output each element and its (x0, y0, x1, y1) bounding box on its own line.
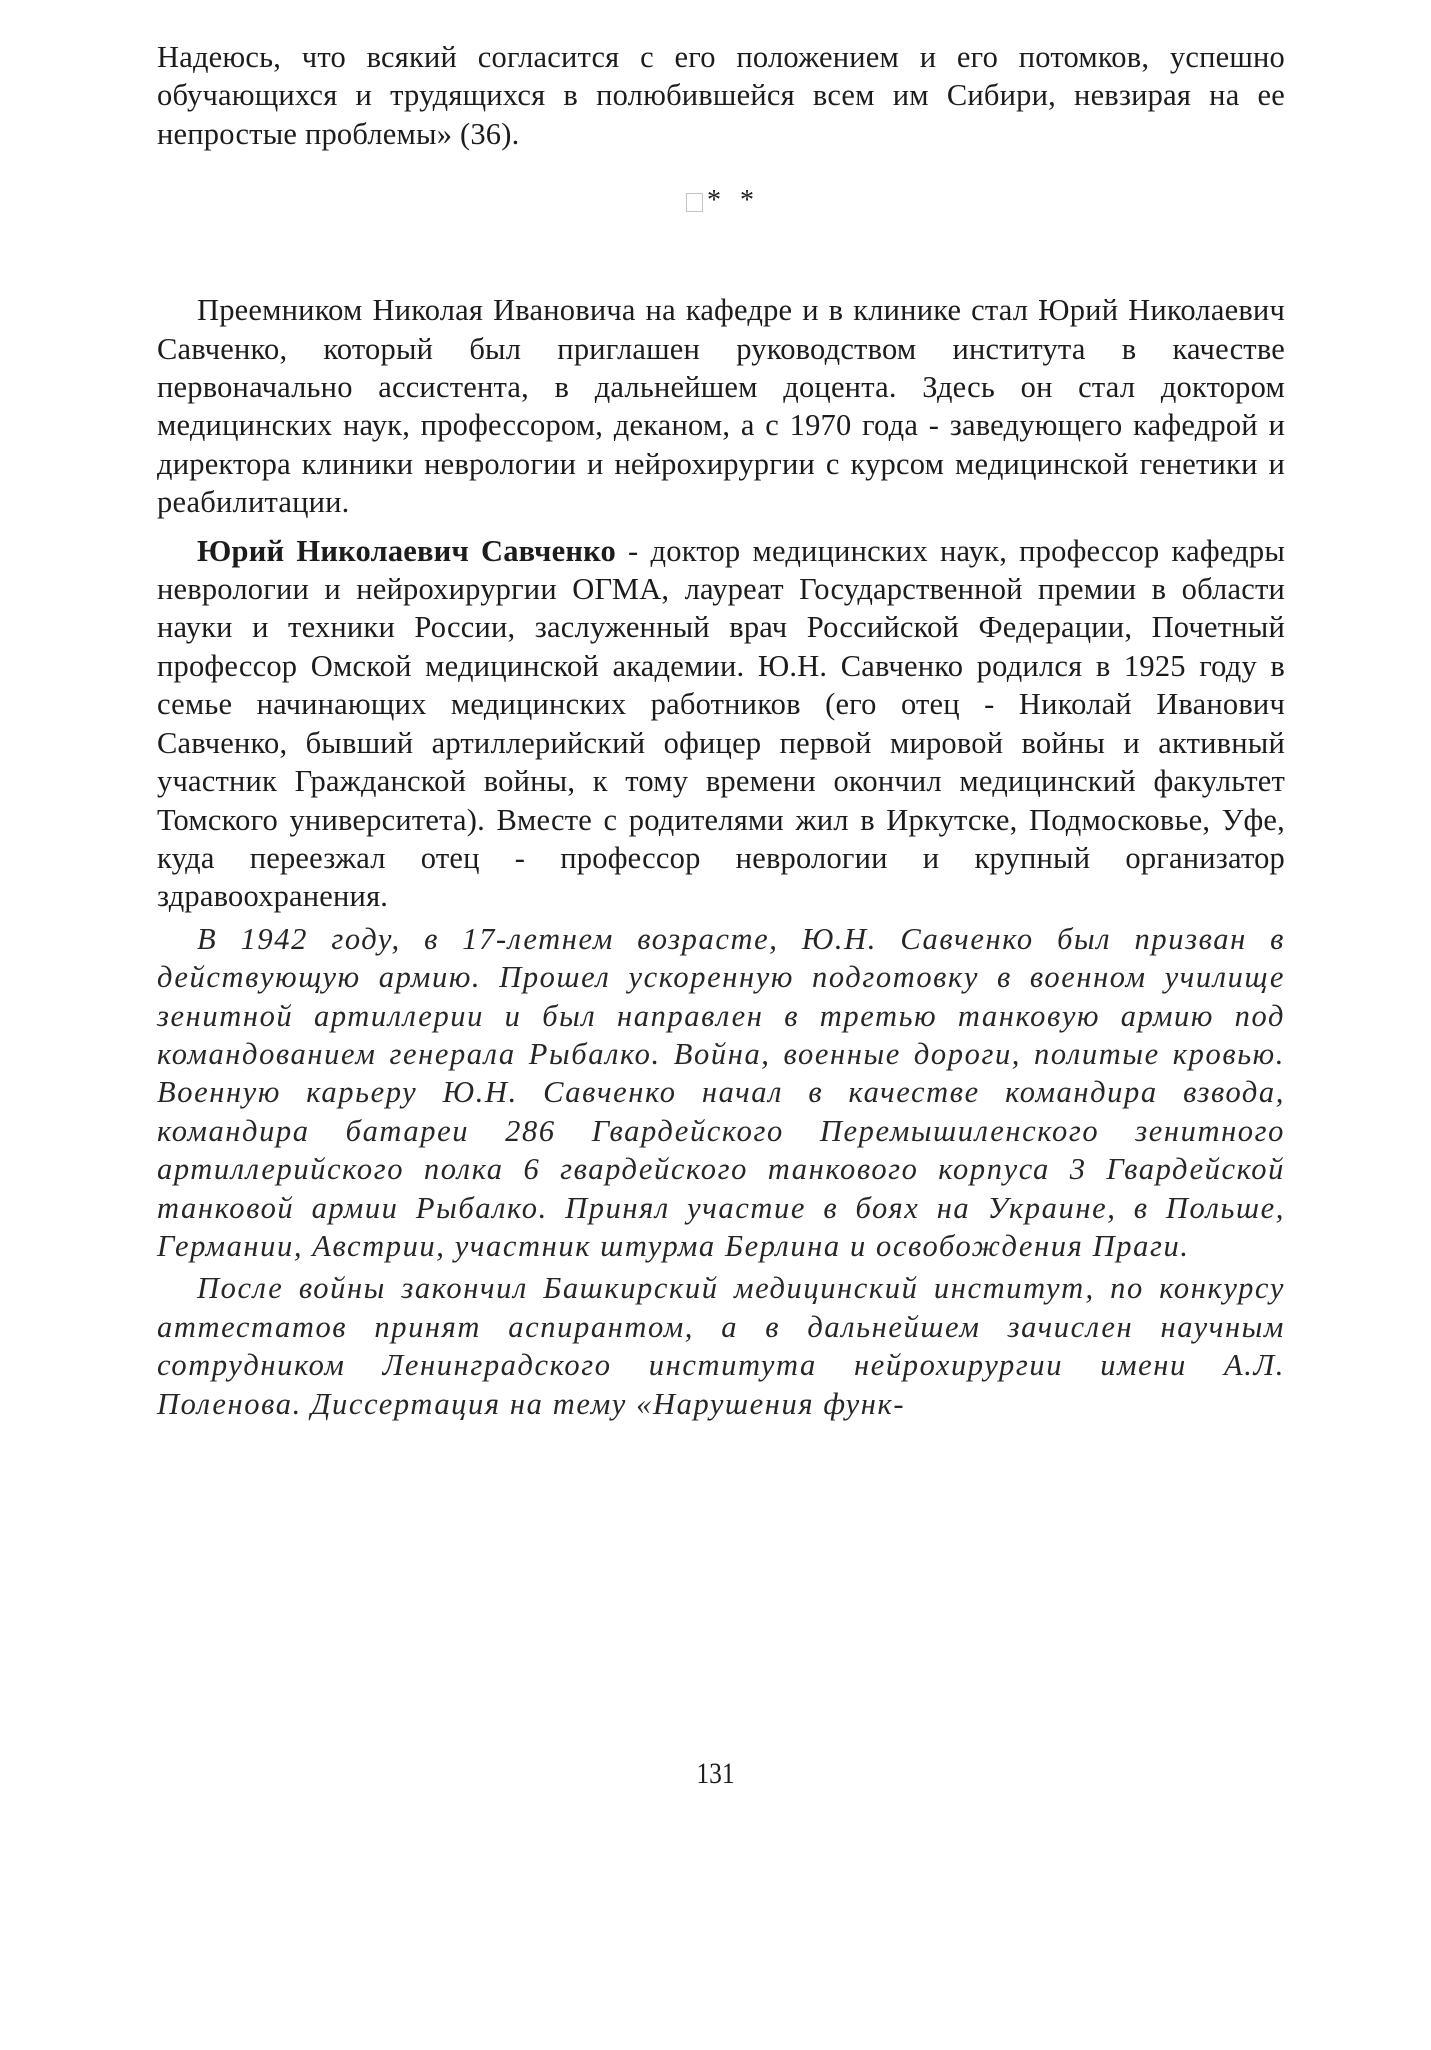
war-service-paragraph: В 1942 году, в 17-летнем возрасте, Ю.Н. Савченко был призван в действующую армию. Прошел ускоренную подготовку в военном училище зенитной артиллерии и был направлен в третью танковую армию под командованием генерала Рыбалко. Война, военные дороги, политые кровью. Военную карьеру Ю.Н. Савченко начал в качестве командира взвода, командира батареи 286 Гвардейского Перемышиленского зенитного артиллерийского полка 6 гвардейского танкового корпуса 3 Гвардейской танковой армии Рыбалко. Принял участие в боях на Украине, в Польше, Германии, Австрии, участник штурма Берлина и освобождения Праги. (157, 921, 1285, 1263)
separator-box-mark (686, 193, 703, 212)
biography-paragraph (157, 532, 1285, 916)
postwar-paragraph: После войны закончил Башкирский медицинский институт, по конкурсу аттестатов принят аспирантом, а в дальнейшем зачислен научным сотрудником Ленинградского института нейрохирургии имени А.Л. Поленова. Диссертация на тему «Нарушения функ- (157, 1271, 1285, 1421)
biography-text: - доктор медицинских наук, профессор кафедры неврологии и нейрохирургии ОГМА, лауреат Государственной премии в области науки и техники России, заслуженный врач Российской Федерации, Почетный профессор Омской медицинской академии. Ю.Н. Савченко родился в 1925 году в семье начинающих медицинских работников (его отец - Николай Иванович Савченко, бывший артиллерийский офицер первой мировой войны и активный участник Гражданской войны, к тому времени окончил медицинский факультет Томского университета). Вместе с родителями жил в Иркутске, Подмосковье, Уфе, куда переезжал отец - профессор неврологии и крупный организатор здравоохранения. (157, 533, 1286, 914)
separator-asterisks: * * (707, 185, 760, 217)
section-separator (157, 186, 1285, 216)
opening-paragraph: Надеюсь, что всякий согласится с его положением и его потомков, успешно обучающихся и трудящихся в полюбившейся всем им Сибири, невзирая на ее непростые проблемы» (36). (157, 40, 1285, 151)
book-page (157, 38, 1285, 1423)
successor-paragraph: Преемником Николая Ивановича на кафедре и в клинике стал Юрий Николаевич Савченко, который был приглашен руководством института в качестве первоначально ассистента, в дальнейшем доцента. Здесь он стал доктором медицинских наук, профессором, деканом, а с 1970 года - заведующего кафедрой и директора клиники неврологии и нейрохирургии с курсом медицинской генетики и реабилитации. (157, 293, 1285, 520)
biography-name: Юрий Николаевич Савченко (197, 533, 616, 568)
page-number: 131 (696, 1757, 735, 1790)
